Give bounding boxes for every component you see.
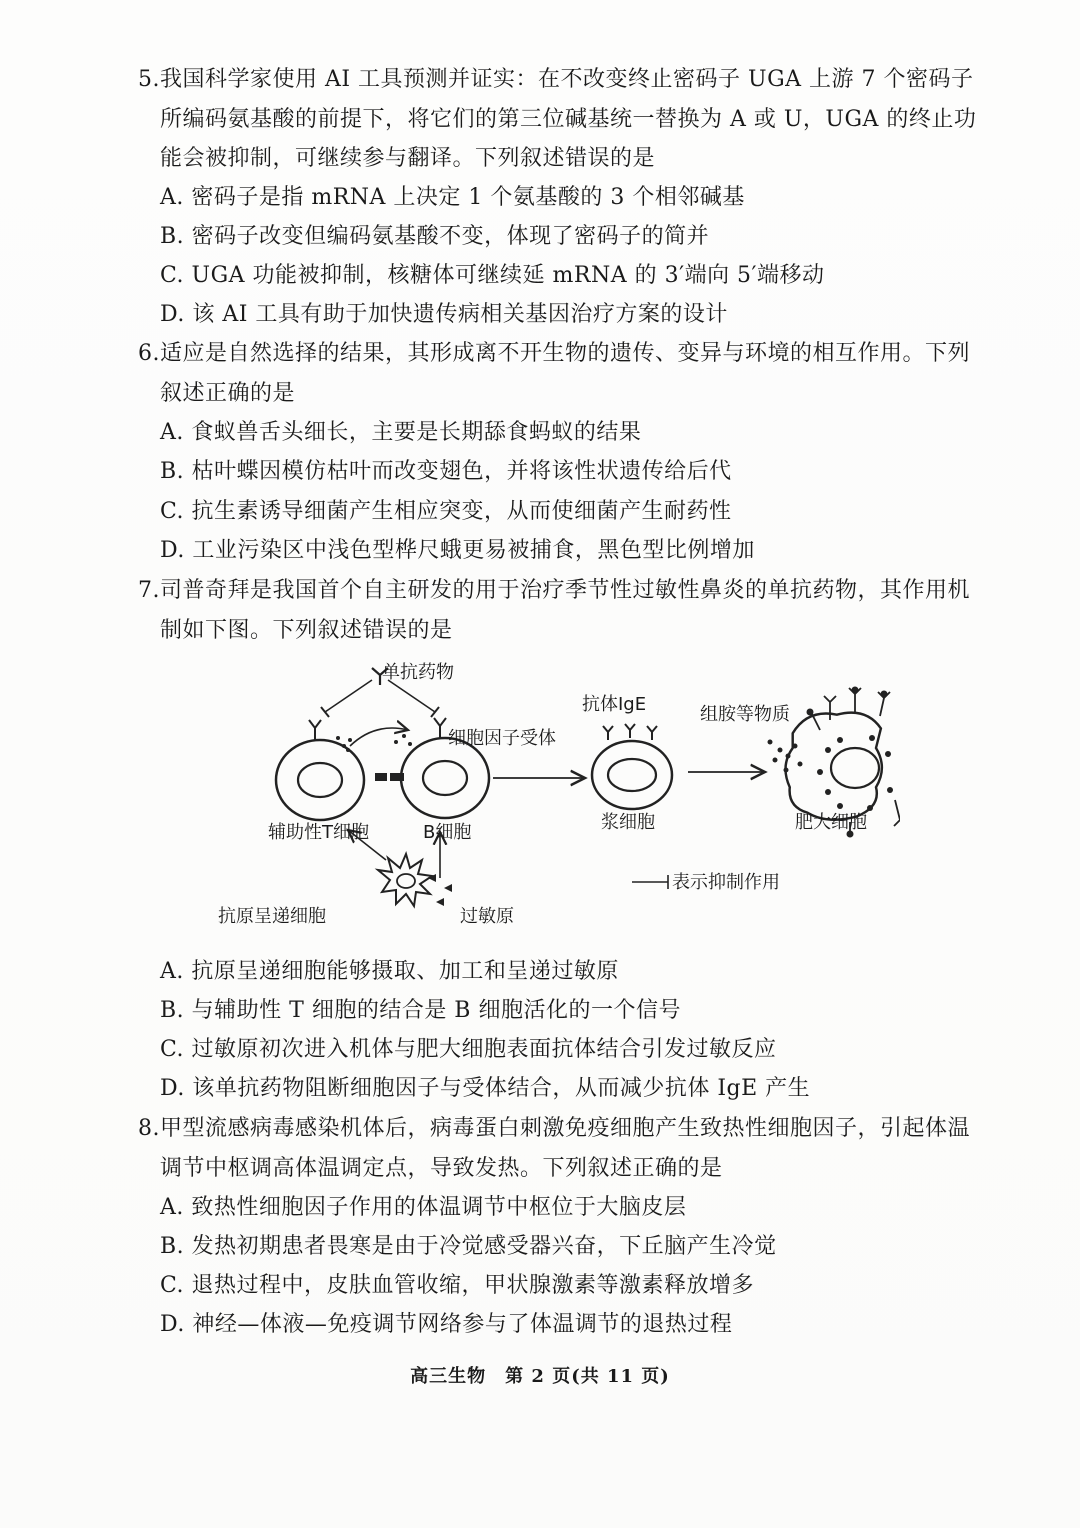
cytokine-dots bbox=[336, 734, 412, 752]
inhibit-bar-right bbox=[431, 707, 439, 717]
q6-option-d: D. 工业污染区中浅色型桦尺蛾更易被捕食，黑色型比例增加 bbox=[160, 538, 755, 563]
label-mast-cell: 肥大细胞 bbox=[795, 812, 867, 833]
q5-option-b: B. 密码子改变但编码氨基酸不变，体现了密码子的简并 bbox=[160, 224, 710, 249]
allergen-icons bbox=[428, 874, 452, 906]
b-receptor-icon bbox=[434, 718, 446, 738]
q8-stem-line2: 调节中枢调高体温调定点，导致发热。下列叙述正确的是 bbox=[160, 1156, 723, 1181]
label-helper-t-cell: 辅助性T细胞 bbox=[268, 822, 369, 843]
inhibit-legend-icon bbox=[632, 875, 668, 889]
q8-option-a: A. 致热性细胞因子作用的体温调节中枢位于大脑皮层 bbox=[160, 1195, 687, 1220]
label-mab-drug: 单抗药物 bbox=[382, 662, 454, 683]
q8-option-d: D. 神经—体液—免疫调节网络参与了体温调节的退热过程 bbox=[160, 1312, 733, 1337]
page-footer: 高三生物 第 2 页(共 11 页) bbox=[410, 1366, 670, 1387]
q6-stem-line2: 叙述正确的是 bbox=[160, 381, 296, 406]
label-inhibit-legend: 表示抑制作用 bbox=[672, 872, 780, 893]
label-allergen: 过敏原 bbox=[460, 906, 514, 927]
ige-antibody-icons bbox=[603, 724, 657, 740]
q7-stem-line2: 制如下图。下列叙述错误的是 bbox=[160, 618, 453, 643]
helper-t-cell bbox=[276, 740, 364, 820]
q7-option-a: A. 抗原呈递细胞能够摄取、加工和呈递过敏原 bbox=[160, 959, 619, 984]
cytokine-arrow bbox=[350, 728, 408, 746]
q5-stem-line2: 所编码氨基酸的前提下，将它们的第三位碱基统一替换为 A 或 U，UGA 的终止功 bbox=[160, 107, 977, 132]
q5-option-a: A. 密码子是指 mRNA 上决定 1 个氨基酸的 3 个相邻碱基 bbox=[160, 185, 745, 210]
th-receptor-icon bbox=[309, 720, 321, 740]
label-apc: 抗原呈递细胞 bbox=[218, 906, 326, 927]
q7-stem-line1: 7.司普奇拜是我国首个自主研发的用于治疗季节性过敏性鼻炎的单抗药物，其作用机 bbox=[138, 578, 970, 603]
mechanism-diagram bbox=[200, 650, 900, 950]
q5-stem-line3: 能会被抑制，可继续参与翻译。下列叙述错误的是 bbox=[160, 146, 656, 171]
q5-stem-line1: 5.我国科学家使用 AI 工具预测并证实：在不改变终止密码子 UGA 上游 7 个密码子 bbox=[138, 67, 974, 92]
q6-option-a: A. 食蚁兽舌头细长，主要是长期舔食蚂蚁的结果 bbox=[160, 420, 642, 445]
q5-option-d: D. 该 AI 工具有助于加快遗传病相关基因治疗方案的设计 bbox=[160, 302, 728, 327]
q7-option-b: B. 与辅助性 T 细胞的结合是 B 细胞活化的一个信号 bbox=[160, 998, 681, 1023]
q6-option-c: C. 抗生素诱导细菌产生相应突变，从而使细菌产生耐药性 bbox=[160, 499, 732, 524]
label-plasma-cell: 浆细胞 bbox=[601, 812, 655, 833]
inhibit-line-right bbox=[388, 680, 435, 712]
inhibit-line-left bbox=[325, 680, 372, 712]
inhibit-bar-left bbox=[321, 707, 329, 717]
q8-stem-line1: 8.甲型流感病毒感染机体后，病毒蛋白刺激免疫细胞产生致热性细胞因子，引起体温 bbox=[138, 1116, 970, 1141]
q8-option-c: C. 退热过程中，皮肤血管收缩，甲状腺激素等激素释放增多 bbox=[160, 1273, 755, 1298]
label-b-cell: B细胞 bbox=[423, 822, 472, 843]
label-cytokine-receptor: 细胞因子受体 bbox=[448, 728, 556, 749]
q7-option-d: D. 该单抗药物阻断细胞因子与受体结合，从而减少抗体 IgE 产生 bbox=[160, 1076, 811, 1101]
q5-option-c: C. UGA 功能被抑制，核糖体可继续延 mRNA 的 3′端向 5′端移动 bbox=[160, 263, 825, 288]
apc-cell bbox=[378, 854, 432, 906]
q7-option-c: C. 过敏原初次进入机体与肥大细胞表面抗体结合引发过敏反应 bbox=[160, 1037, 777, 1062]
q6-stem-line1: 6.适应是自然选择的结果，其形成离不开生物的遗传、变异与环境的相互作用。下列 bbox=[138, 341, 970, 366]
q8-option-b: B. 发热初期患者畏寒是由于冷觉感受器兴奋，下丘脑产生冷觉 bbox=[160, 1234, 777, 1259]
label-histamine: 组胺等物质 bbox=[700, 704, 790, 725]
th-b-binding-icon bbox=[375, 773, 404, 781]
b-cell bbox=[401, 738, 489, 818]
plasma-cell bbox=[592, 741, 672, 809]
label-ige: 抗体IgE bbox=[582, 694, 647, 715]
q6-option-b: B. 枯叶蝶因模仿枯叶而改变翅色，并将该性状遗传给后代 bbox=[160, 459, 732, 484]
